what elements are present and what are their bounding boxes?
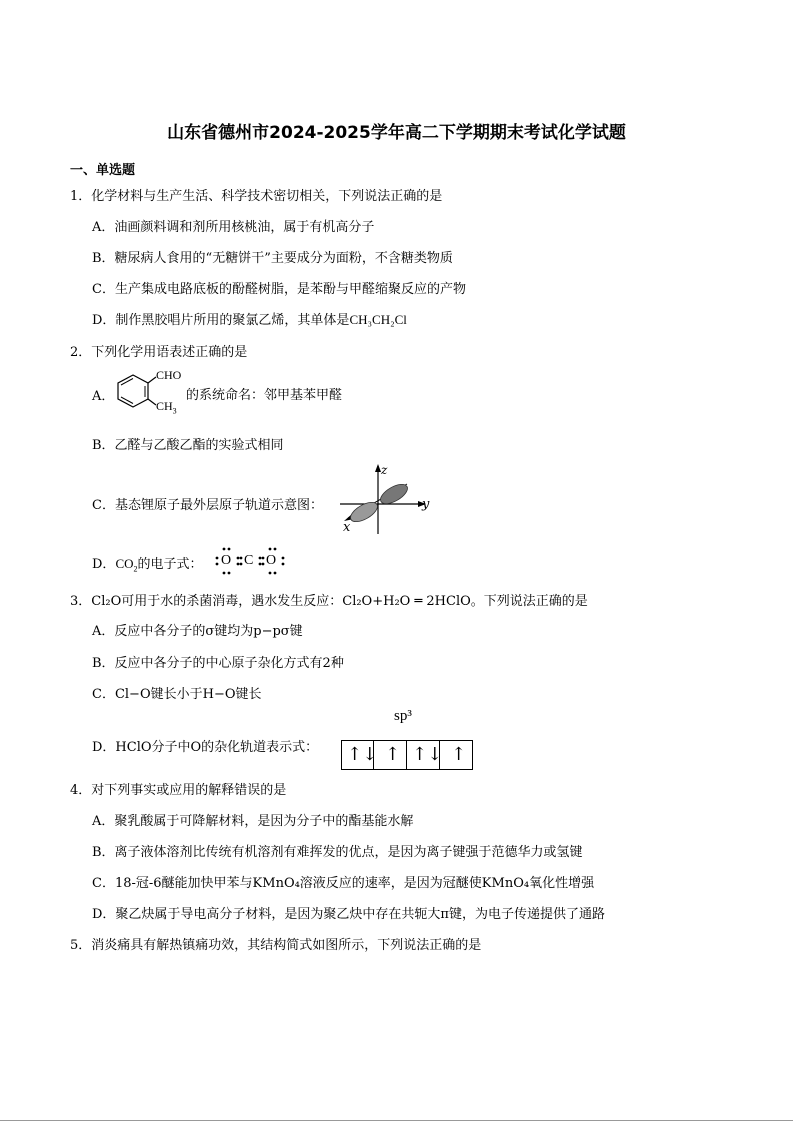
q1-option-b: B．糖尿病人食用的“无糖饼干”主要成分为面粉，不含糖类物质 (92, 251, 453, 266)
q4-option-d: D．聚乙炔属于导电高分子材料，是因为聚乙炔中存在共轭大π键，为电子传递提供了通路 (92, 907, 605, 922)
q2-option-d (92, 553, 203, 574)
co2-oxygen-left: O (221, 553, 232, 568)
q1-option-d-formula: CH₃CH₂Cl (349, 312, 407, 327)
q4-option-a: A．聚乳酸属于可降解材料，是因为分子中的酯基能水解 (92, 814, 414, 829)
q2-option-a-label: A． (92, 389, 115, 404)
q3-option-b: B．反应中各分子的中心原子杂化方式有2种 (92, 656, 344, 671)
q4-stem: 4．对下列事实或应用的解释错误的是 (70, 783, 287, 798)
section-heading: 一、单选题 (70, 163, 136, 178)
page-title: 山东省德州市2024-2025学年高二下学期期末考试化学试题 (167, 123, 626, 143)
co2-carbon: C (244, 553, 254, 568)
q1-stem: 1．化学材料与生产生活、科学技术密切相关，下列说法正确的是 (70, 189, 443, 204)
page-bottom-rule (0, 1120, 793, 1121)
q1-option-d-text: D．制作黑胶唱片所用的聚氯乙烯，其单体是 (92, 313, 350, 328)
q1-option-d (92, 309, 407, 328)
q2-cho-label: CHO (156, 368, 182, 382)
q5-stem: 5．消炎痛具有解热镇痛功效，其结构简式如图所示，下列说法正确的是 (70, 938, 482, 953)
co2-oxygen-right: O (266, 553, 277, 568)
q1-option-a: A．油画颜料调和剂所用核桃油，属于有机高分子 (92, 220, 375, 235)
co2-electron-dots (212, 545, 292, 577)
q2-option-a-text: 的系统命名：邻甲基苯甲醛 (186, 388, 343, 403)
q2-ch3-sub: 3 (172, 406, 177, 416)
q4-option-b: B．离子液体溶剂比传统有机溶剂有难挥发的优点，是因为离子键强于范德华力或氢键 (92, 845, 583, 860)
q2-option-b: B．乙醛与乙酸乙酯的实验式相同 (92, 438, 284, 453)
q2-ch3-text: CH (156, 399, 173, 413)
q3-option-c: C．Cl−O键长小于H−O键长 (92, 687, 262, 702)
q2-option-d-text: 的电子式： (137, 557, 203, 572)
orbital-electrons-4: ↑ (451, 744, 467, 765)
q2-ch3-label (156, 399, 177, 415)
q3-option-a: A．反应中各分子的σ键均为p−pσ键 (92, 624, 303, 639)
q3-stem: 3．Cl₂O可用于水的杀菌消毒，遇水发生反应：Cl₂O+H₂O ═ 2HClO。下列说法正确的是 (70, 594, 588, 609)
orbital-electrons-3: ↑↓ (412, 744, 443, 765)
orbital-electrons-1: ↑↓ (347, 744, 378, 765)
q4-option-c: C．18-冠-6醚能加快甲苯与KMnO₄溶液反应的速率，是因为冠醚使KMnO₄氧化性增强 (92, 876, 595, 891)
sp3-label: sp³ (394, 708, 412, 724)
q2-option-d-formula: CO (115, 556, 134, 571)
axis-y-label: y (422, 497, 430, 512)
axis-z-label: z (381, 463, 388, 477)
q2-option-c-text: C．基态锂原子最外层原子轨道示意图： (92, 498, 323, 513)
q3-option-d-text: D．HClO分子中O的杂化轨道表示式： (92, 740, 319, 755)
orbital-electrons-2: ↑ (385, 744, 401, 765)
q1-option-c: C．生产集成电路底板的酚醛树脂，是苯酚与甲醛缩聚反应的产物 (92, 282, 466, 297)
benzene-ring-structure (112, 367, 162, 415)
q2-option-d-label: D． (92, 557, 116, 572)
q2-stem: 2．下列化学用语表述正确的是 (70, 345, 248, 360)
axis-x-label: x (343, 520, 351, 535)
q2-option-d-formula-sub: 2 (133, 564, 138, 574)
